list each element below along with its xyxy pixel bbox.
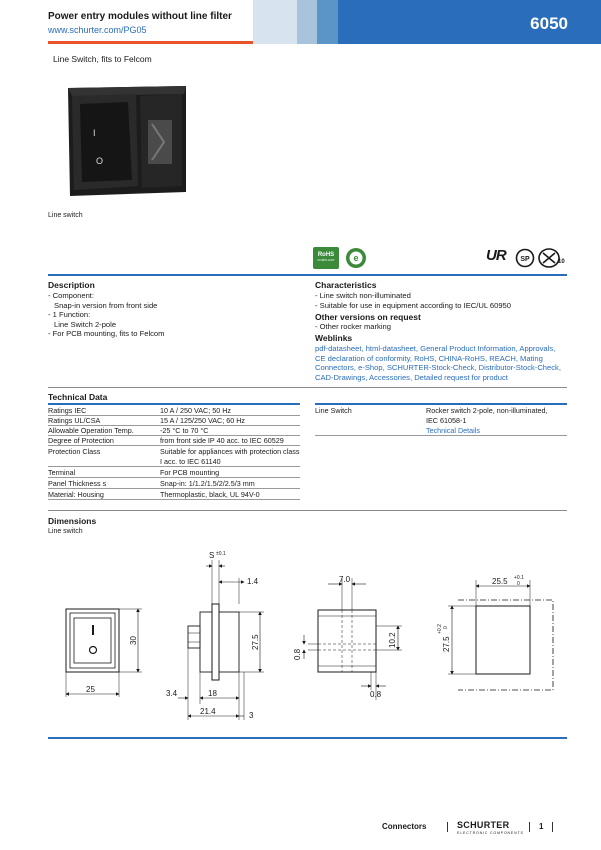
footer-section: Connectors bbox=[382, 822, 427, 831]
table-row: Ratings UL/CSA 15 A / 125/250 VAC; 60 Hz bbox=[48, 416, 300, 426]
dimension-drawing bbox=[48, 540, 568, 730]
svg-text:21.4: 21.4 bbox=[200, 707, 216, 716]
footer-brand-logo: SCHURTER bbox=[457, 820, 510, 830]
front-view bbox=[66, 609, 142, 697]
header-band-mid bbox=[297, 0, 317, 44]
line-switch-row: Line Switch Rocker switch 2-pole, non-illuminated, IEC 61058-1 Technical Details bbox=[315, 406, 567, 436]
weblink[interactable]: RoHS bbox=[414, 353, 435, 363]
svg-text:10: 10 bbox=[558, 259, 565, 265]
header-red-bar bbox=[48, 41, 260, 44]
table-row: Terminal For PCB mounting bbox=[48, 468, 300, 478]
header-band-dark bbox=[317, 0, 338, 44]
other-versions-heading: Other versions on request bbox=[315, 312, 421, 322]
dimensions-subheading: Line switch bbox=[48, 528, 83, 535]
header-band-light bbox=[253, 0, 297, 44]
footer-brand-tagline: ELECTRONIC COMPONENTS bbox=[457, 831, 524, 835]
svg-text:3: 3 bbox=[249, 711, 254, 720]
dimensions-heading: Dimensions bbox=[48, 516, 97, 526]
svg-text:0.8: 0.8 bbox=[370, 690, 382, 699]
rocker-off-mark: O bbox=[96, 156, 104, 166]
svg-text:+0.2: +0.2 bbox=[437, 624, 443, 634]
svg-text:±0.1: ±0.1 bbox=[216, 551, 226, 557]
svg-text:0: 0 bbox=[443, 626, 449, 629]
characteristics-heading: Characteristics bbox=[315, 280, 377, 290]
svg-text:0: 0 bbox=[517, 581, 520, 587]
weblink[interactable]: pdf-datasheet bbox=[315, 344, 362, 353]
header-url-link[interactable]: www.schurter.com/PG05 bbox=[48, 25, 147, 35]
photo-caption: Line switch bbox=[48, 212, 83, 219]
svg-text:25.5: 25.5 bbox=[492, 577, 508, 586]
rohs-icon: RoHS COMPLIANT bbox=[313, 247, 339, 269]
section-divider bbox=[48, 737, 567, 739]
svg-text:e: e bbox=[353, 253, 359, 263]
weblink[interactable]: REACH bbox=[489, 353, 516, 363]
weblink[interactable]: SCHURTER-Stock-Check bbox=[386, 363, 475, 373]
description-heading: Description bbox=[48, 280, 95, 290]
table-row: Allowable Operation Temp. -25 °C to 70 °C bbox=[48, 426, 300, 436]
weblink[interactable]: Detailed request for product bbox=[414, 372, 508, 382]
weblink[interactable]: CAD-Drawings bbox=[315, 372, 366, 382]
svg-text:7.0: 7.0 bbox=[339, 575, 351, 584]
svg-text:SP: SP bbox=[520, 256, 530, 263]
weblink[interactable]: e-Shop bbox=[358, 363, 383, 373]
section-divider bbox=[48, 510, 567, 511]
table-rule bbox=[48, 403, 300, 405]
csa-icon bbox=[515, 247, 535, 269]
table-row: Material: Housing Thermoplastic, black, UL 94V-0 bbox=[48, 490, 300, 500]
characteristics-text: - Line switch non-illuminated - Suitable for use in equipment according to IEC/UL 60950 bbox=[315, 291, 512, 310]
svg-text:0.8: 0.8 bbox=[293, 648, 302, 660]
svg-text:S: S bbox=[209, 551, 215, 560]
svg-text:27.5: 27.5 bbox=[442, 636, 451, 652]
table-row: Degree of Protection from front side IP 40 acc. to IEC 60529 bbox=[48, 436, 300, 446]
table-row: Panel Thickness s Snap-in: 1/1.2/1.5/2/2.5/3 mm bbox=[48, 479, 300, 489]
svg-text:27.5: 27.5 bbox=[251, 634, 260, 650]
technical-details-link[interactable]: Technical Details bbox=[426, 426, 480, 435]
china-rohs-icon bbox=[345, 247, 367, 269]
footer-divider bbox=[529, 822, 530, 832]
weblink[interactable]: CHINA-RoHS bbox=[438, 353, 485, 363]
header-title: Power entry modules without line filter bbox=[48, 11, 232, 22]
ul-recognized-icon: UR bbox=[486, 247, 506, 264]
weblink[interactable]: html-datasheet bbox=[365, 344, 416, 353]
panel-cutout bbox=[448, 580, 553, 690]
weblinks-list: pdf-datasheet, html-datasheet, General Product Information, Approvals, CE declaration of conformity, RoHS, CHINA-RoHS, REACH, Mating Connectors, e-Shop, SCHURTER-Stock-Check, Distributor-Stock-Check, CAD-Drawings, Accessories, Detailed request for product bbox=[315, 344, 561, 382]
section-divider bbox=[48, 387, 567, 388]
product-subtitle: Line Switch, fits to Felcom bbox=[53, 54, 152, 64]
svg-text:10.2: 10.2 bbox=[388, 632, 397, 648]
description-text: - Component: Snap-in version from front side - 1 Function: Line Switch 2-pole - For PCB mounting, fits to Felcom bbox=[48, 291, 165, 339]
svg-text:18: 18 bbox=[208, 689, 217, 698]
svg-text:3.4: 3.4 bbox=[166, 689, 178, 698]
footer-divider bbox=[552, 822, 553, 832]
ccc-icon bbox=[538, 247, 566, 269]
technical-data-heading: Technical Data bbox=[48, 392, 108, 402]
weblink[interactable]: Mating Connectors bbox=[315, 353, 543, 373]
svg-text:30: 30 bbox=[129, 636, 138, 645]
product-photo bbox=[60, 82, 192, 200]
section-divider bbox=[48, 274, 567, 276]
weblink[interactable]: General Product Information bbox=[420, 344, 516, 353]
weblinks-heading: Weblinks bbox=[315, 333, 353, 343]
page-number: 1 bbox=[539, 822, 544, 831]
table-row: Ratings IEC 10 A / 250 VAC; 50 Hz bbox=[48, 406, 300, 416]
svg-text:1.4: 1.4 bbox=[247, 577, 259, 586]
weblink[interactable]: Approvals bbox=[519, 344, 554, 353]
other-versions-text: - Other rocker marking bbox=[315, 322, 391, 331]
footer-divider bbox=[447, 822, 448, 832]
svg-text:25: 25 bbox=[86, 685, 95, 694]
weblink[interactable]: Accessories bbox=[369, 372, 410, 382]
weblink[interactable]: Distributor-Stock-Check bbox=[478, 363, 559, 373]
table-row: Protection Class Suitable for appliances with protection class I acc. to IEC 61140 bbox=[48, 447, 300, 466]
table-rule bbox=[315, 403, 567, 405]
product-number: 6050 bbox=[530, 14, 568, 33]
svg-text:+0.1: +0.1 bbox=[514, 575, 524, 581]
rocker-on-mark: I bbox=[93, 128, 96, 138]
weblink[interactable]: CE declaration of conformity bbox=[315, 353, 410, 363]
